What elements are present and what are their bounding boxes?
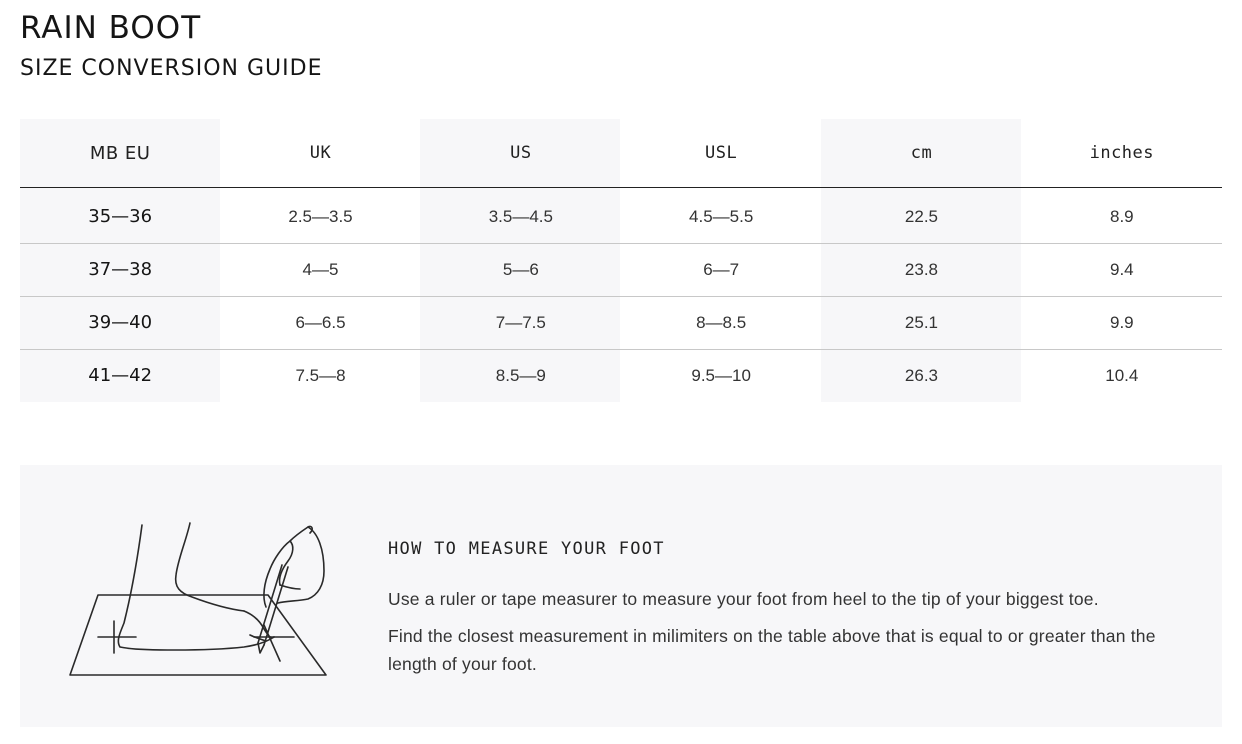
column-header-uk: UK [309, 143, 332, 163]
table-row [20, 243, 1222, 297]
table-row [20, 296, 1222, 350]
cell-usl: 6—7 [703, 259, 740, 279]
cell-mb-eu: 35—36 [88, 206, 153, 227]
column-header-us: US [510, 143, 532, 163]
table-row [20, 349, 1222, 402]
cell-mb-eu: 39—40 [88, 312, 153, 333]
column-header-cm: cm [910, 143, 933, 163]
cell-inches: 10.4 [1105, 365, 1139, 385]
table-header-row [20, 119, 1222, 188]
cell-us: 3.5—4.5 [488, 206, 553, 226]
cell-us: 7—7.5 [495, 312, 546, 332]
cell-mb-eu: 41—42 [88, 365, 153, 386]
cell-uk: 6—6.5 [295, 312, 346, 332]
measure-comparison-text: Find the closest measurement in milimiters on the table above that is equal to or greater than the length of your foot. [388, 626, 1156, 674]
table-row [20, 190, 1222, 244]
cell-uk: 4—5 [302, 259, 339, 279]
measure-heading: HOW TO MEASURE YOUR FOOT [388, 539, 665, 559]
cell-us: 8.5—9 [495, 365, 546, 385]
cell-inches: 8.9 [1109, 206, 1134, 226]
cell-cm: 26.3 [904, 365, 939, 385]
cell-uk: 7.5—8 [295, 365, 346, 385]
cell-inches: 9.9 [1109, 312, 1134, 332]
cell-us: 5—6 [502, 259, 539, 279]
column-header-usl: USL [705, 143, 738, 163]
cell-cm: 23.8 [904, 259, 939, 279]
cell-inches: 9.4 [1109, 259, 1134, 279]
size-conversion-table [20, 119, 1222, 402]
cell-usl: 8—8.5 [696, 312, 747, 332]
column-header-mb-eu: MB EU [89, 142, 151, 164]
measure-instructions-panel [20, 465, 1222, 727]
foot-measure-icon [68, 511, 334, 685]
cell-uk: 2.5—3.5 [288, 206, 353, 226]
column-header-inches: inches [1089, 143, 1155, 163]
cell-cm: 22.5 [904, 206, 939, 226]
cell-usl: 4.5—5.5 [689, 206, 754, 226]
cell-cm: 25.1 [904, 312, 939, 332]
page-subtitle: SIZE CONVERSION GUIDE [20, 56, 323, 81]
cell-mb-eu: 37—38 [88, 259, 153, 280]
measure-instruction-text: Use a ruler or tape measurer to measure your foot from heel to the tip of your biggest toe. [388, 589, 1099, 609]
cell-usl: 9.5—10 [691, 365, 751, 385]
page-title: RAIN BOOT [20, 10, 202, 46]
